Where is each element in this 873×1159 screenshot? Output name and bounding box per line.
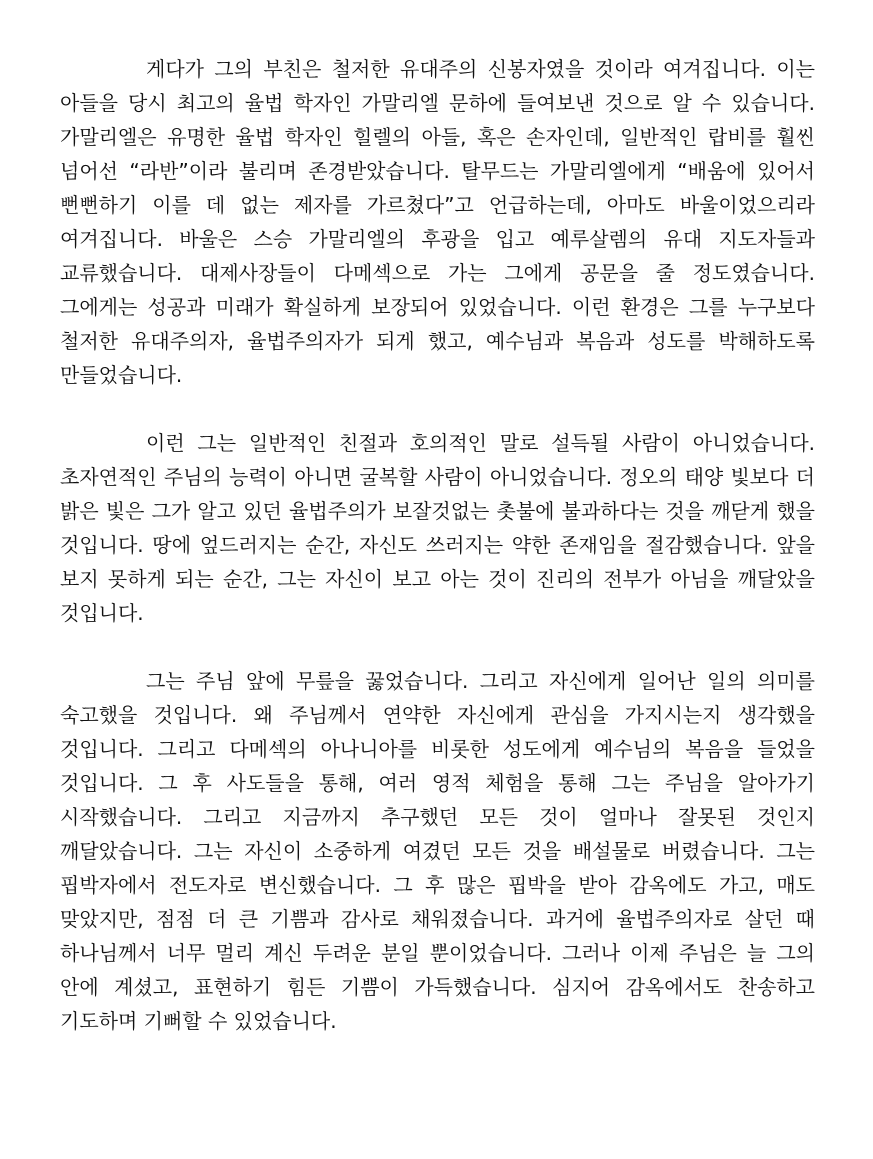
paragraph-2: 이런 그는 일반적인 친절과 호의적인 말로 설득될 사람이 아니었습니다. 초자연적인 주님의 능력이 아니면 굴복할 사람이 아니었습니다. 정오의 태양 빛보다 더 밝은 빛은 그가 알고 있던 율법주의가 보잘것없는 촛불에 불과하다는 것을 깨닫게 했을 것입니다. 땅에 엎드러지는 순간, 자신도 쓰러지는 약한 존재임을 절감했습니다. 앞을 보지 못하게 되는 순간, 그는 자신이 보고 아는 것이 진리의 전부가 아님을 깨달았을 것입니다. (60, 431, 815, 625)
paragraph-1: 게다가 그의 부친은 철저한 유대주의 신봉자였을 것이라 여겨집니다. 이는 아들을 당시 최고의 율법 학자인 가말리엘 문하에 들여보낸 것으로 알 수 있습니다. 가말리엘은 유명한 율법 학자인 힐렐의 아들, 혹은 손자인데, 일반적인 랍비를 훨씬 넘어선 “라반”이라 불리며 존경받았습니다. 탈무드는 가말리엘에게 “배움에 있어서 뻔뻔하기 이를 데 없는 제자를 가르쳤다”고 언급하는데, 아마도 바울이었으리라 여겨집니다. 바울은 스승 가말리엘의 후광을 입고 예루살렘의 유대 지도자들과 교류했습니다. 대제사장들이 다메섹으로 가는 그에게 공문을 줄 정도였습니다. 그에게는 성공과 미래가 확실하게 보장되어 있었습니다. 이런 환경은 그를 누구보다 철저한 유대주의자, 율법주의자가 되게 했고, 예수님과 복음과 성도를 박해하도록 만들었습니다. (60, 57, 815, 387)
paragraph-3: 그는 주님 앞에 무릎을 꿇었습니다. 그리고 자신에게 일어난 일의 의미를 숙고했을 것입니다. 왜 주님께서 연약한 자신에게 관심을 가지시는지 생각했을 것입니다. 그리고 다메섹의 아나니아를 비롯한 성도에게 예수님의 복음을 들었을 것입니다. 그 후 사도들을 통해, 여러 영적 체험을 통해 그는 주님을 알아가기 시작했습니다. 그리고 지금까지 추구했던 모든 것이 얼마나 잘못된 것인지 깨달았습니다. 그는 자신이 소중하게 여겼던 모든 것을 배설물로 버렸습니다. 그는 핍박자에서 전도자로 변신했습니다. 그 후 많은 핍박을 받아 감옥에도 가고, 매도 맞았지만, 점점 더 큰 기쁨과 감사로 채워졌습니다. 과거에 율법주의자로 살던 때 하나님께서 너무 멀리 계신 두려운 분일 뿐이었습니다. 그러나 이제 주님은 늘 그의 안에 계셨고, 표현하기 힘든 기쁨이 가득했습니다. 심지어 감옥에서도 찬송하고 기도하며 기뻐할 수 있었습니다. (60, 669, 815, 1033)
